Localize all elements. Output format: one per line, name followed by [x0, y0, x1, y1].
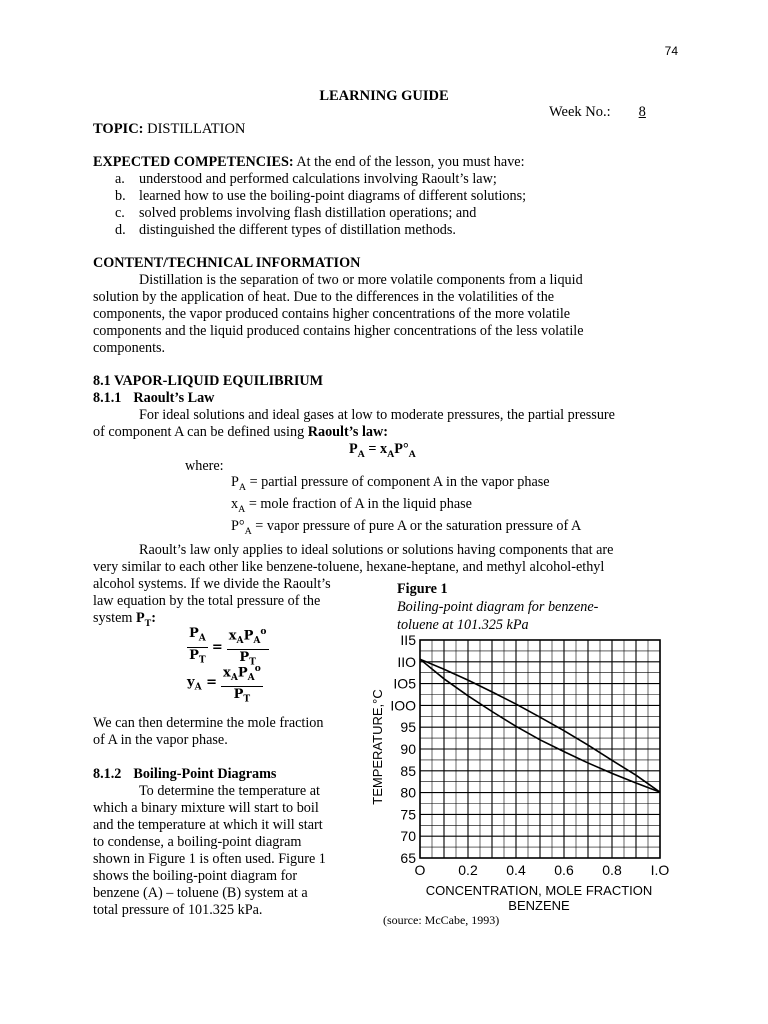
y-tick-label: 65 — [400, 850, 416, 866]
figure-caption-line: Boiling-point diagram for benzene- — [397, 599, 599, 615]
bpd-paragraph: To determine the temperature at which a binary mixture will start to boil and the temperature at which it will start to condense, a boiling-point diagram shown in Figure 1 is often used. Figure 1 shows the boiling-point diagram for benzene (A) – toluene (B) system at a total pressure of 101.325 kPa. — [93, 783, 326, 918]
raoult-paragraph: For ideal solutions and ideal gases at low to moderate pressures, the partial pressure of component A can be defined using Raoult’s law: — [93, 407, 615, 440]
figure-caption-line: toluene at 101.325 kPa — [397, 617, 529, 633]
y-tick-label: 85 — [400, 762, 416, 779]
topic-value: DISTILLATION — [147, 121, 246, 137]
subsection-heading: 8.1.1 Raoult’s Law — [93, 390, 215, 406]
page-title: LEARNING GUIDE — [319, 88, 449, 104]
list-item: b. learned how to use the boiling-point diagrams of different solutions; — [115, 188, 527, 204]
week-label: Week No.: — [549, 104, 611, 120]
topic — [93, 121, 245, 138]
where-label: where: — [185, 458, 224, 474]
figure-source: (source: McCabe, 1993) — [383, 913, 500, 927]
y-tick-label: II5 — [400, 632, 416, 648]
section-heading: 8.1 VAPOR-LIQUID EQUILIBRIUM — [93, 373, 324, 389]
vapor-fraction-paragraph: We can then determine the mole fraction of A in the vapor phase. — [93, 715, 324, 748]
figure-caption — [397, 580, 598, 634]
x-tick-label: O — [414, 862, 426, 878]
y-tick-label: IO5 — [393, 675, 416, 692]
week-number — [549, 104, 670, 121]
x-tick-label: 0.2 — [458, 862, 478, 878]
competencies-heading: EXPECTED COMPETENCIES: — [93, 154, 294, 170]
y-tick-label: 75 — [400, 806, 416, 823]
figure-label: Figure 1 — [397, 581, 448, 597]
x-tick-label: 0.4 — [506, 862, 526, 878]
y-tick-label: 70 — [400, 828, 416, 845]
topic-label: TOPIC: — [93, 121, 144, 137]
x-tick-label: I.O — [650, 862, 670, 878]
equation-ratio: $\frac{P_A}{P_T}$ = $\frac{x_AP_A^o}{P_T}$ — [189, 626, 267, 668]
definitions — [231, 474, 581, 539]
y-tick-label: IOO — [390, 697, 416, 714]
boiling-point-chart — [360, 630, 680, 915]
subsection-heading-bpd: 8.1.2 Boiling-Point Diagrams — [93, 766, 277, 782]
content-heading: CONTENT/TECHNICAL INFORMATION — [93, 255, 361, 271]
list-item: c. solved problems involving flash distillation operations; and — [115, 205, 477, 221]
definition: $P^\circ_A$ = vapor pressure of pure A or the saturation pressure of A — [231, 517, 582, 537]
x-axis-label: CONCENTRATION, MOLE FRACTION — [425, 883, 653, 898]
page-number: 74 — [664, 44, 678, 58]
y-axis-label: TEMPERATURE,°C — [370, 689, 385, 805]
week-value: 8 — [638, 104, 646, 120]
competencies-list — [115, 171, 526, 239]
y-tick-label: 80 — [400, 784, 416, 801]
definition: $P_A$ = partial pressure of component A in the vapor phase — [231, 474, 550, 493]
equation-ya: $y_A$ = $\frac{x_AP_A^o}{P_T}$ — [187, 663, 261, 705]
competencies-intro: At the end of the lesson, you must have: — [296, 154, 525, 170]
x-tick-label: 0.8 — [602, 862, 622, 878]
raoult-formula: $P_A = x_AP^\circ_A$ — [349, 441, 416, 460]
content-paragraph: Distillation is the separation of two or more volatile components from a liquid solution by the application of heat. Due to the differences in the volatilities of the components, the vapor produced contains higher concentrations of the more volatile components and the liquid produced contains higher concentrations of the less volatile components. — [93, 272, 584, 356]
raoult-applicability-paragraph: Raoult’s law only applies to ideal solutions or solutions having components that are very similar to each other like benzene-toluene, hexane-heptane, and methyl alcohol-ethyl alcohol systems. If we divide the Raoult’s law equation by the total pressure of the system $P_T$: — [93, 542, 614, 629]
list-item: a. understood and performed calculations involving Raoult’s law; — [115, 171, 497, 187]
y-tick-label: 90 — [400, 741, 416, 757]
competencies-heading-line — [93, 154, 525, 171]
y-tick-label: 95 — [400, 719, 416, 736]
y-tick-label: IIO — [397, 653, 416, 670]
list-item: d. distinguished the different types of distillation methods. — [115, 222, 456, 238]
x-tick-label: 0.6 — [554, 862, 574, 878]
definition: $x_A$ = mole fraction of A in the liquid phase — [231, 495, 472, 515]
x-axis-label: BENZENE — [508, 898, 570, 913]
